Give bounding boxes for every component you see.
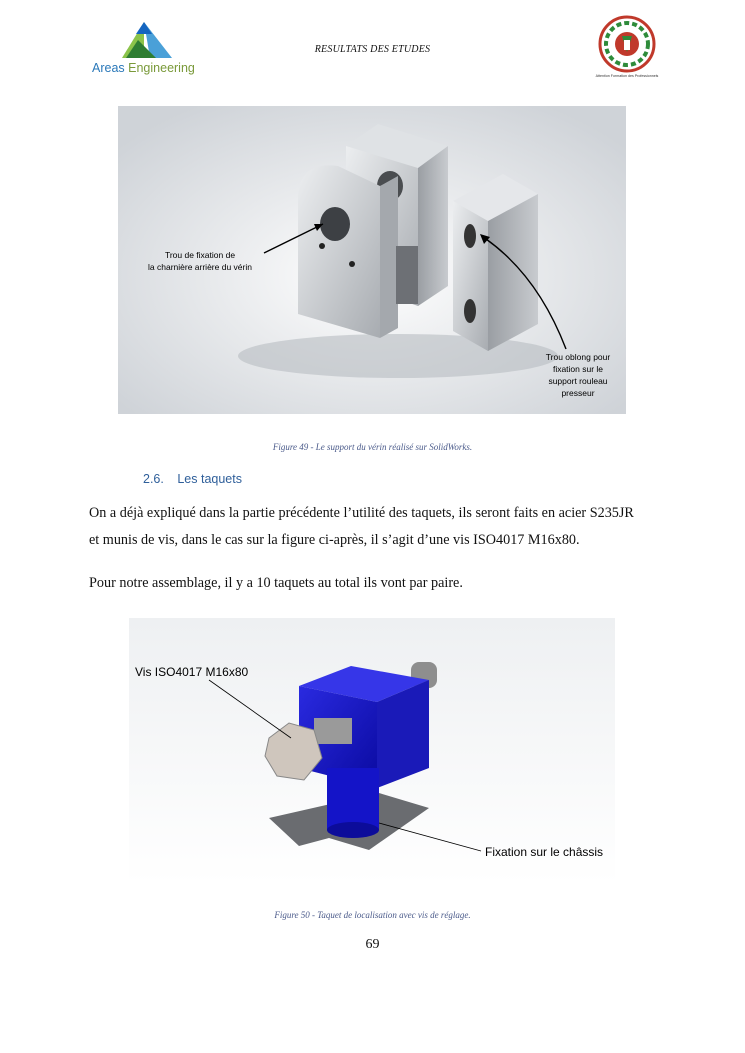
figure-50-image (129, 618, 615, 884)
section-number: 2.6. (143, 472, 164, 486)
fig50-label-fixation: Fixation sur le châssis (485, 845, 604, 859)
figure-49-image (118, 106, 626, 414)
logo-text-areas: Areas (92, 61, 125, 75)
fig49-label-right-3: support rouleau (548, 376, 608, 386)
logo-triangle-icon (114, 20, 174, 62)
fig50-label-screw: Vis ISO4017 M16x80 (135, 665, 249, 679)
paragraph-2: Pour notre assemblage, il y a 10 taquets au total ils vont par paire. (89, 575, 463, 591)
figure-50-caption: Figure 50 - Taquet de localisation avec vis de réglage. (274, 910, 471, 920)
seal-gear-icon (594, 14, 660, 74)
logo-text-engineering: Engineering (128, 61, 195, 75)
page-header-title: RESULTATS DES ETUDES (314, 44, 431, 55)
figure-49-caption: Figure 49 - Le support du vérin réalisé sur SolidWorks. (272, 442, 473, 452)
paragraph-1 (89, 500, 664, 554)
paragraph-1-line-2: et munis de vis, dans le cas sur la figure ci-après, il s’agit d’une vis ISO4017 M16x80. (89, 532, 580, 548)
fig49-label-right-2: fixation sur le (552, 364, 604, 374)
fig49-label-left-1: Trou de fixation de (164, 250, 236, 260)
school-seal-logo (594, 14, 660, 82)
section-heading (143, 472, 242, 486)
fig49-label-left-2: la charnière arrière du vérin (148, 262, 252, 272)
fig49-label-right-1: Trou oblong pour (545, 352, 611, 362)
seal-tagline: Attention Formation des Professionnels (595, 74, 659, 78)
page-number: 69 (365, 937, 380, 952)
paragraph-1-line-1: On a déjà expliqué dans la partie précédente l’utilité des taquets, ils seront faits en acier S235JR (89, 505, 634, 521)
fig49-label-right-4: presseur (561, 388, 595, 398)
section-title: Les taquets (177, 472, 242, 486)
